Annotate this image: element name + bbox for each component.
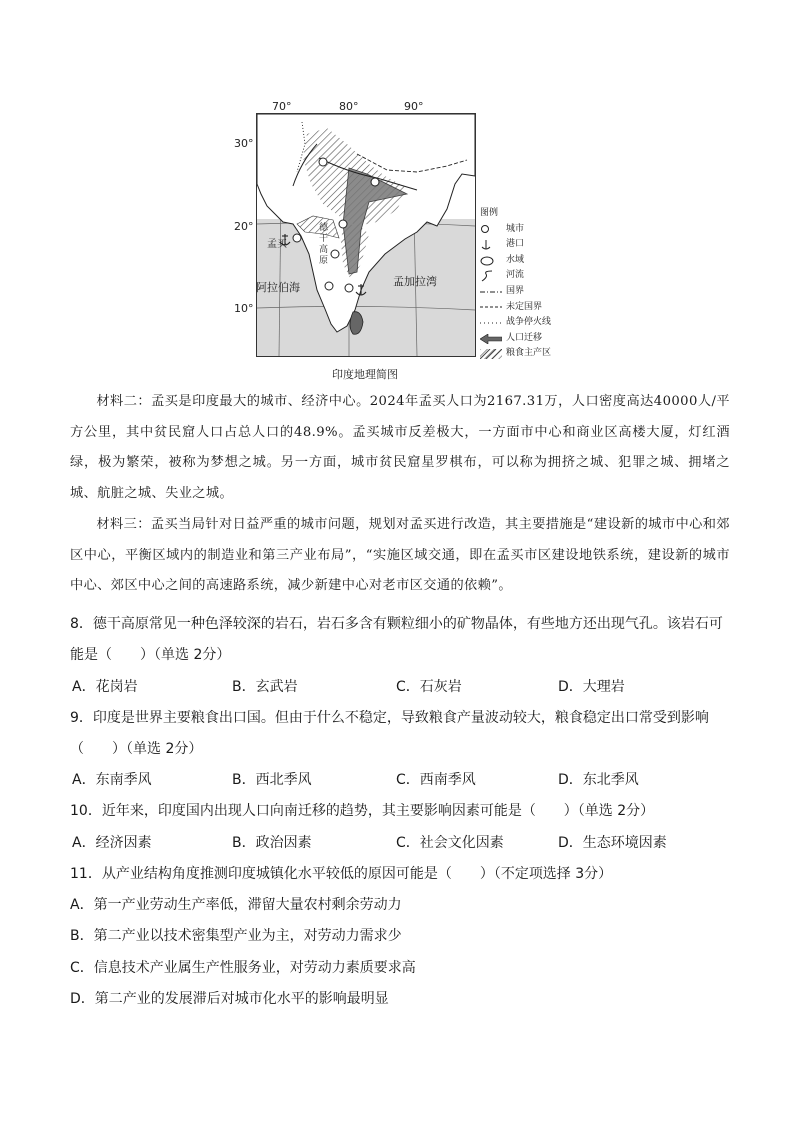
q10-option-a[interactable]: A．经济因素	[72, 835, 152, 851]
lat-label-10: 10°	[234, 302, 254, 315]
city-marker	[331, 250, 339, 258]
question-8-line1: 8．德干高原常见一种色泽较深的岩石，岩石多含有颗粒细小的矿物晶体，有些地方还出现气孔。该岩石可	[70, 616, 723, 632]
q9-option-a[interactable]: A．东南季风	[72, 772, 152, 788]
q11-option-b[interactable]: B．第二产业以技术密集型产业为主，对劳动力需求少	[70, 928, 402, 944]
deccan-label: 德干高原	[319, 223, 329, 266]
legend-item-grain-area: 粮食主产区	[480, 346, 551, 362]
bay-of-bengal-label: 孟加拉湾	[393, 275, 437, 288]
legend-item-river: 河流	[480, 268, 551, 284]
legend-item-city: 城市	[480, 222, 551, 238]
lon-label-80: 80°	[339, 100, 359, 113]
q8-option-d[interactable]: D．大理岩	[558, 679, 625, 695]
question-9-line2: （ ）（单选 2分）	[70, 741, 203, 757]
q9-option-b[interactable]: B．西北季风	[232, 772, 312, 788]
q11-option-d[interactable]: D．第二产业的发展滞后对城市化水平的影响最明显	[70, 991, 389, 1007]
q8-option-a[interactable]: A．花岗岩	[72, 679, 138, 695]
material-two-paragraph: 材料二：孟买是印度最大的城市、经济中心。2024年孟买人口为2167.31万，人口密度高达40000人/平方公里，其中贫民窟人口占总人口的48.9%。孟买城市反差极大，一方面市中心和商业区高楼大厦，灯红酒绿，极为繁荣，被称为梦想之城。另一方面，城市贫民窟星罗棋布，可以称为拥挤之城、犯罪之城、拥堵之城、航脏之城、失业之城。	[70, 394, 730, 501]
question-11-line1: 11．从产业结构角度推测印度城镇化水平较低的原因可能是（ ）（不定项选择 3分）	[70, 866, 613, 882]
lat-label-20: 20°	[234, 220, 254, 233]
q8-option-b[interactable]: B．玄武岩	[232, 679, 298, 695]
city-marker	[345, 284, 353, 292]
q9-option-c[interactable]: C．西南季风	[396, 772, 476, 788]
q11-option-a[interactable]: A．第一产业劳动生产率低，滞留大量农村剩余劳动力	[70, 897, 402, 913]
q10-option-c[interactable]: C．社会文化因素	[396, 835, 504, 851]
city-marker	[293, 234, 301, 242]
legend-item-port: 港口	[480, 237, 551, 253]
map-legend	[480, 206, 551, 362]
material-three-paragraph: 材料三：孟买当局针对日益严重的城市问题，规划对孟买进行改造，其主要措施是“建设新的城市中心和郊区中心，平衡区域内的制造业和第三产业布局”，“实施区域交通，即在孟买市区建设地铁系统，建设新的城市中心、郊区中心之间的高速路系统，减少新建中心对老市区交通的依赖”。	[70, 517, 730, 593]
q8-option-c[interactable]: C．石灰岩	[396, 679, 462, 695]
city-marker	[371, 178, 379, 186]
question-8-line2: 能是（ ）（单选 2分）	[70, 647, 231, 663]
legend-item-water: 水域	[480, 253, 551, 269]
legend-title: 图例	[480, 208, 499, 218]
q10-option-b[interactable]: B．政治因素	[232, 835, 312, 851]
question-10-line1: 10．近年来，印度国内出现人口向南迁移的趋势，其主要影响因素可能是（ ）（单选 2分）	[70, 803, 655, 819]
arabian-sea-label: 阿拉伯海	[256, 281, 300, 294]
lat-label-30: 30°	[234, 137, 254, 150]
india-map	[256, 113, 476, 357]
legend-item-border: 国界	[506, 285, 525, 296]
legend-item-ceasefire-line: 战争停火线	[506, 317, 552, 328]
lon-label-70: 70°	[272, 100, 292, 113]
q9-option-d[interactable]: D．东北季风	[558, 772, 639, 788]
q11-option-c[interactable]: C．信息技术产业属生产性服务业，对劳动力素质要求高	[70, 960, 416, 976]
mumbai-label: 孟买	[267, 239, 287, 250]
city-marker	[339, 220, 347, 228]
legend-item-undefined-border: 未定国界	[506, 301, 543, 312]
city-marker	[319, 158, 327, 166]
question-9-line1: 9．印度是世界主要粮食出口国。但由于什么不稳定，导致粮食产量波动较大，粮食稳定出口常受到影响	[70, 710, 709, 726]
q10-option-d[interactable]: D．生态环境因素	[558, 835, 667, 851]
legend-item-migration: 人口迁移	[480, 331, 551, 347]
india-map-drawing	[257, 114, 475, 356]
city-marker	[325, 282, 333, 290]
lon-label-90: 90°	[404, 100, 424, 113]
map-caption: 印度地理简图	[332, 368, 398, 381]
